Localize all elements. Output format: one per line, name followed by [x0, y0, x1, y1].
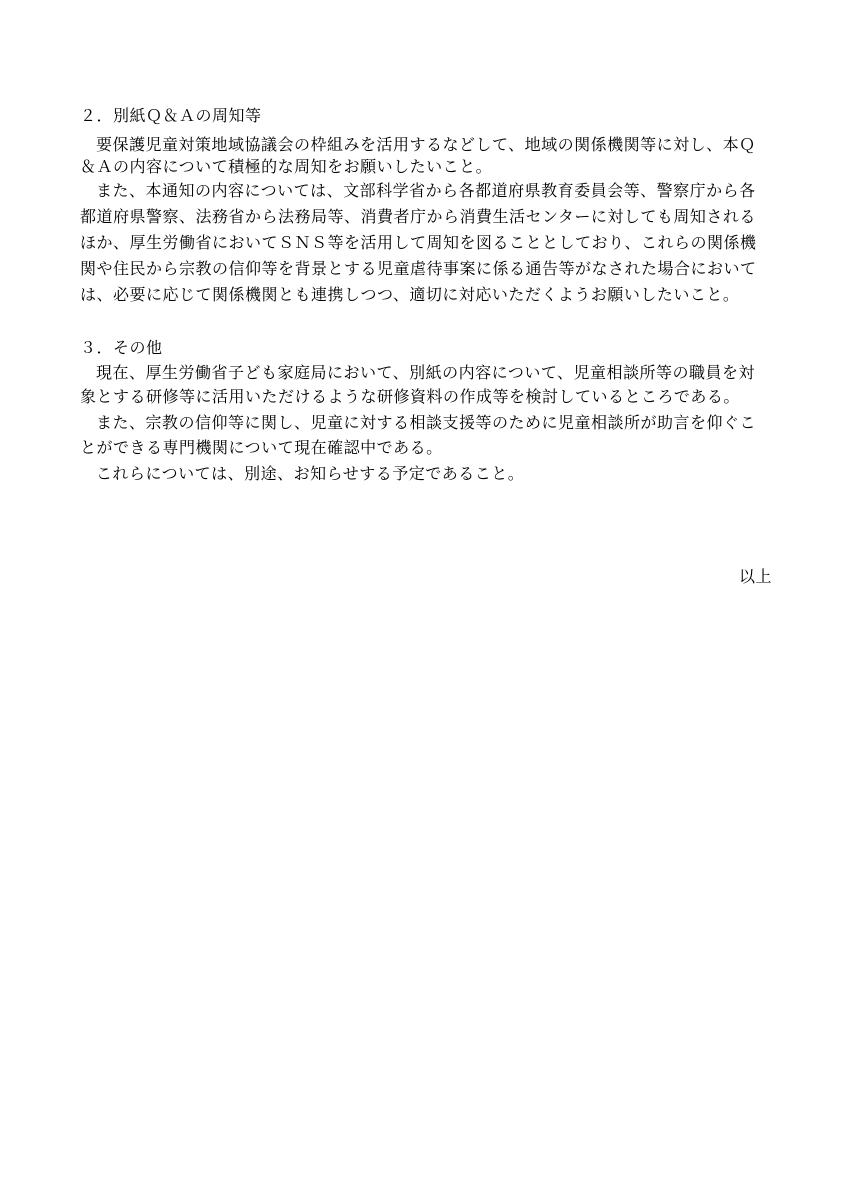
section-2-heading: ２．別紙Ｑ＆Ａの周知等 — [80, 106, 262, 125]
section-3-paragraph-1-line-1: 現在、厚生労働省子ども家庭局において、別紙の内容について、児童相談所等の職員を対 — [96, 363, 756, 382]
section-3-paragraph-2-line-2: とができる専門機関について現在確認中である。 — [80, 438, 443, 457]
closing-mark: 以上 — [738, 567, 772, 586]
section-3-heading: ３．その他 — [80, 338, 163, 357]
section-2-paragraph-2-line-2: 都道府県警察、法務省から法務局等、消費者庁から消費生活センターに対しても周知される — [80, 207, 756, 226]
section-2-paragraph-2-line-1: また、本通知の内容については、文部科学省から各都道府県教育委員会等、警察庁から各 — [96, 181, 756, 200]
section-3-paragraph-3-line-1: これらについては、別途、お知らせする予定であること。 — [96, 464, 525, 483]
section-2-paragraph-1-line-1: 要保護児童対策地域協議会の枠組みを活用するなどして、地域の関係機関等に対し、本Ｑ — [96, 135, 756, 154]
section-2-paragraph-2-line-5: は、必要に応じて関係機関とも連携しつつ、適切に対応いただくようお願いしたいこと。 — [80, 285, 740, 304]
section-2-paragraph-1-line-2: ＆Ａの内容について積極的な周知をお願いしたいこと。 — [80, 157, 493, 176]
section-3-paragraph-1-line-2: 象とする研修等に活用いただけるような研修資料の作成等を検討しているところである。 — [80, 387, 740, 406]
section-2-paragraph-2-line-4: 関や住民から宗教の信仰等を背景とする児童虐待事案に係る通告等がなされた場合において — [80, 259, 757, 278]
section-2-paragraph-2-line-3: ほか、厚生労働省においてＳＮＳ等を活用して周知を図ることとしており、これらの関係機 — [80, 233, 757, 252]
section-3-paragraph-2-line-1: また、宗教の信仰等に関し、児童に対する相談支援等のために児童相談所が助言を仰ぐこ — [96, 413, 757, 432]
